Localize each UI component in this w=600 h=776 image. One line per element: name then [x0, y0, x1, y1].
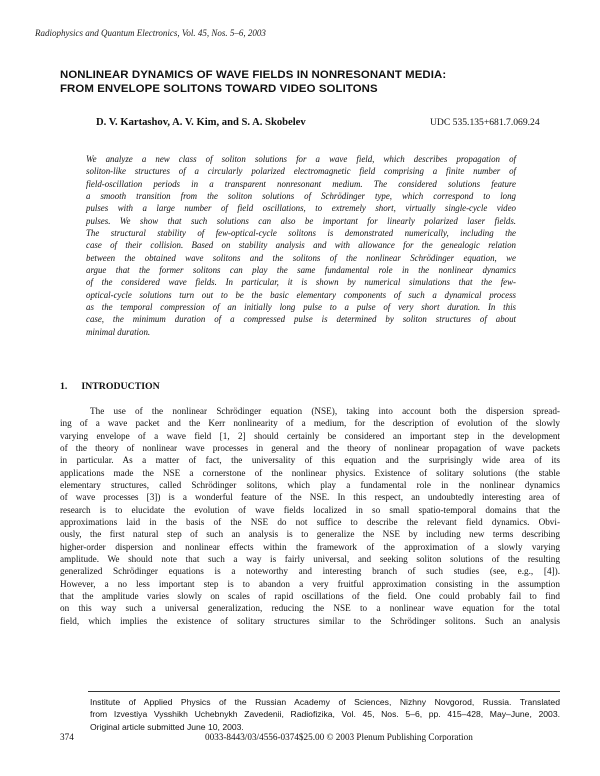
abstract-line: case of their collision. Based on stability analysis and with allowance for the genealogic relation — [86, 240, 516, 251]
udc-code: UDC 535.135+681.7.069.24 — [430, 117, 540, 128]
abstract-line: pulses with a large number of field oscillations, to extremely short, virtually single-cycle video — [86, 203, 516, 214]
abstract-line: of the considered wave fields. In particular, it is shown by numerical simulations that the few- — [86, 277, 516, 288]
body-text — [60, 405, 560, 627]
body-line: applications made the NSE a cornerstone of the nonlinear physics. Existence of solitary solutions (the stable — [60, 467, 560, 478]
abstract-line: soliton-like structures of a circularly polarized electromagnetic field comprising a finite number of — [86, 166, 516, 177]
abstract-line: field-oscillation periods in a transparent nonresonant medium. The considered solutions feature — [86, 178, 516, 189]
body-line: varying envelope of a wave field [1, 2] should certainly be considered an important step in the development — [60, 430, 560, 441]
section-heading — [60, 381, 160, 392]
abstract-line: argue that the former solitons can play the same fundamental role in the nonlinear dynamics — [86, 265, 516, 276]
abstract-line: case, the minimum duration of a compressed pulse is determined by soliton structures of about — [86, 314, 516, 325]
body-line: field, which implies the existence of solitary structures similar to the Schrödinger solitons. Such an analysis — [60, 615, 560, 626]
footnote-line: Original article submitted June 10, 2003. — [90, 721, 244, 732]
abstract-line: as the temporal compression of an initially long pulse to a pulse of very short duration. In this — [86, 302, 516, 313]
body-line: of the theory of nonlinear wave processes in general and the theory of nonlinear propagation of wave packets — [60, 442, 560, 453]
body-line: approximations laid in the basis of the NSE do not suffice to describe the relevant field dynamics. Obvi- — [60, 516, 560, 527]
running-head: Radiophysics and Quantum Electronics, Vol. 45, Nos. 5–6, 2003 — [35, 28, 266, 38]
body-line: elementary structures, called Schrödinger solitons, which play a fundamental role in the nonlinear dynamics — [60, 479, 560, 490]
body-line: ously, the first natural step of such an analysis is to generalize the NSE by including new terms describing — [60, 529, 560, 540]
body-line: in particular. As a matter of fact, the universality of this equation and the surprisingly wide area of its — [60, 455, 560, 466]
abstract-line: pulses. We show that such solutions can also be important for linearly polarized laser fields. — [86, 215, 516, 226]
page-number: 374 — [60, 732, 74, 742]
body-line: generalized Schrödinger equations is a noteworthy and interesting branch of such studies (see, e.g., [4]). — [60, 566, 560, 577]
abstract-line: We analyze a new class of soliton solutions for a wave field, which describes propagation of — [86, 154, 516, 164]
copyright-line: 0033-8443/03/4556-0374$25.00 © 2003 Plenum Publishing Corporation — [205, 732, 473, 742]
title-line: FROM ENVELOPE SOLITONS TOWARD VIDEO SOLITONS — [60, 83, 378, 95]
body-line: The use of the nonlinear Schrödinger equation (NSE), taking into account both the dispersion spread- — [90, 406, 560, 416]
footnote-line: Institute of Applied Physics of the Russian Academy of Sciences, Nizhny Novgorod, Russia. Translated — [90, 697, 560, 707]
body-line: that the amplitude varies slowly on scales of rapid oscillations of the field. One could probably fail to find — [60, 590, 560, 601]
footnote-divider — [88, 691, 560, 692]
body-line: research is to elucidate the evolution of wave fields localized in so small spatio-temporal domains that the — [60, 504, 560, 515]
abstract-line: The structural stability of few-optical-cycle solitons is demonstrated numerically, including the — [86, 228, 516, 239]
footnote-line: from Izvestiya Vysshikh Uchebnykh Zavedenii, Radiofizika, Vol. 45, Nos. 5–6, pp. 415–428, May–June, 2003. — [90, 709, 560, 720]
body-line: ing of a wave packet and the Kerr nonlinearity of a medium, for the description of evolution of the slowly — [60, 418, 560, 429]
abstract-line: minimal duration. — [86, 326, 151, 337]
body-line: on this way such a universal generalization, reducing the NSE to a nonlinear wave equation for the total — [60, 603, 560, 614]
body-line: amplitude. We should note that such a way is fairly universal, and seeking soliton solutions of the resulting — [60, 553, 560, 564]
section-title: INTRODUCTION — [81, 381, 160, 392]
title-line: NONLINEAR DYNAMICS OF WAVE FIELDS IN NONRESONANT MEDIA: — [60, 69, 447, 81]
abstract-line: optical-cycle solutions turn out to be the basic elementary components of such a dynamical process — [86, 289, 516, 300]
abstract-line: a smooth transition from the soliton solutions of Schrödinger type, which correspond to long — [86, 191, 516, 202]
body-line: of wave processes [3]) is a wonderful feature of the NSE. In this respect, an undoubtedly interesting area of — [60, 492, 560, 503]
section-number: 1. — [60, 381, 68, 392]
paper-title — [60, 68, 560, 96]
body-line: However, a no less important step is to abandon a very fruitful approximation consisting in the assumption — [60, 578, 560, 589]
footnote — [90, 696, 560, 733]
abstract-line: between the obtained wave solitons and the solitons of the nonlinear Schrödinger equation, we — [86, 252, 516, 263]
body-line: higher-order dispersion and nonlinear effects within the framework of the approximation of a slowly varying — [60, 541, 560, 552]
authors: D. V. Kartashov, A. V. Kim, and S. A. Skobelev — [96, 117, 306, 128]
abstract — [86, 153, 516, 338]
